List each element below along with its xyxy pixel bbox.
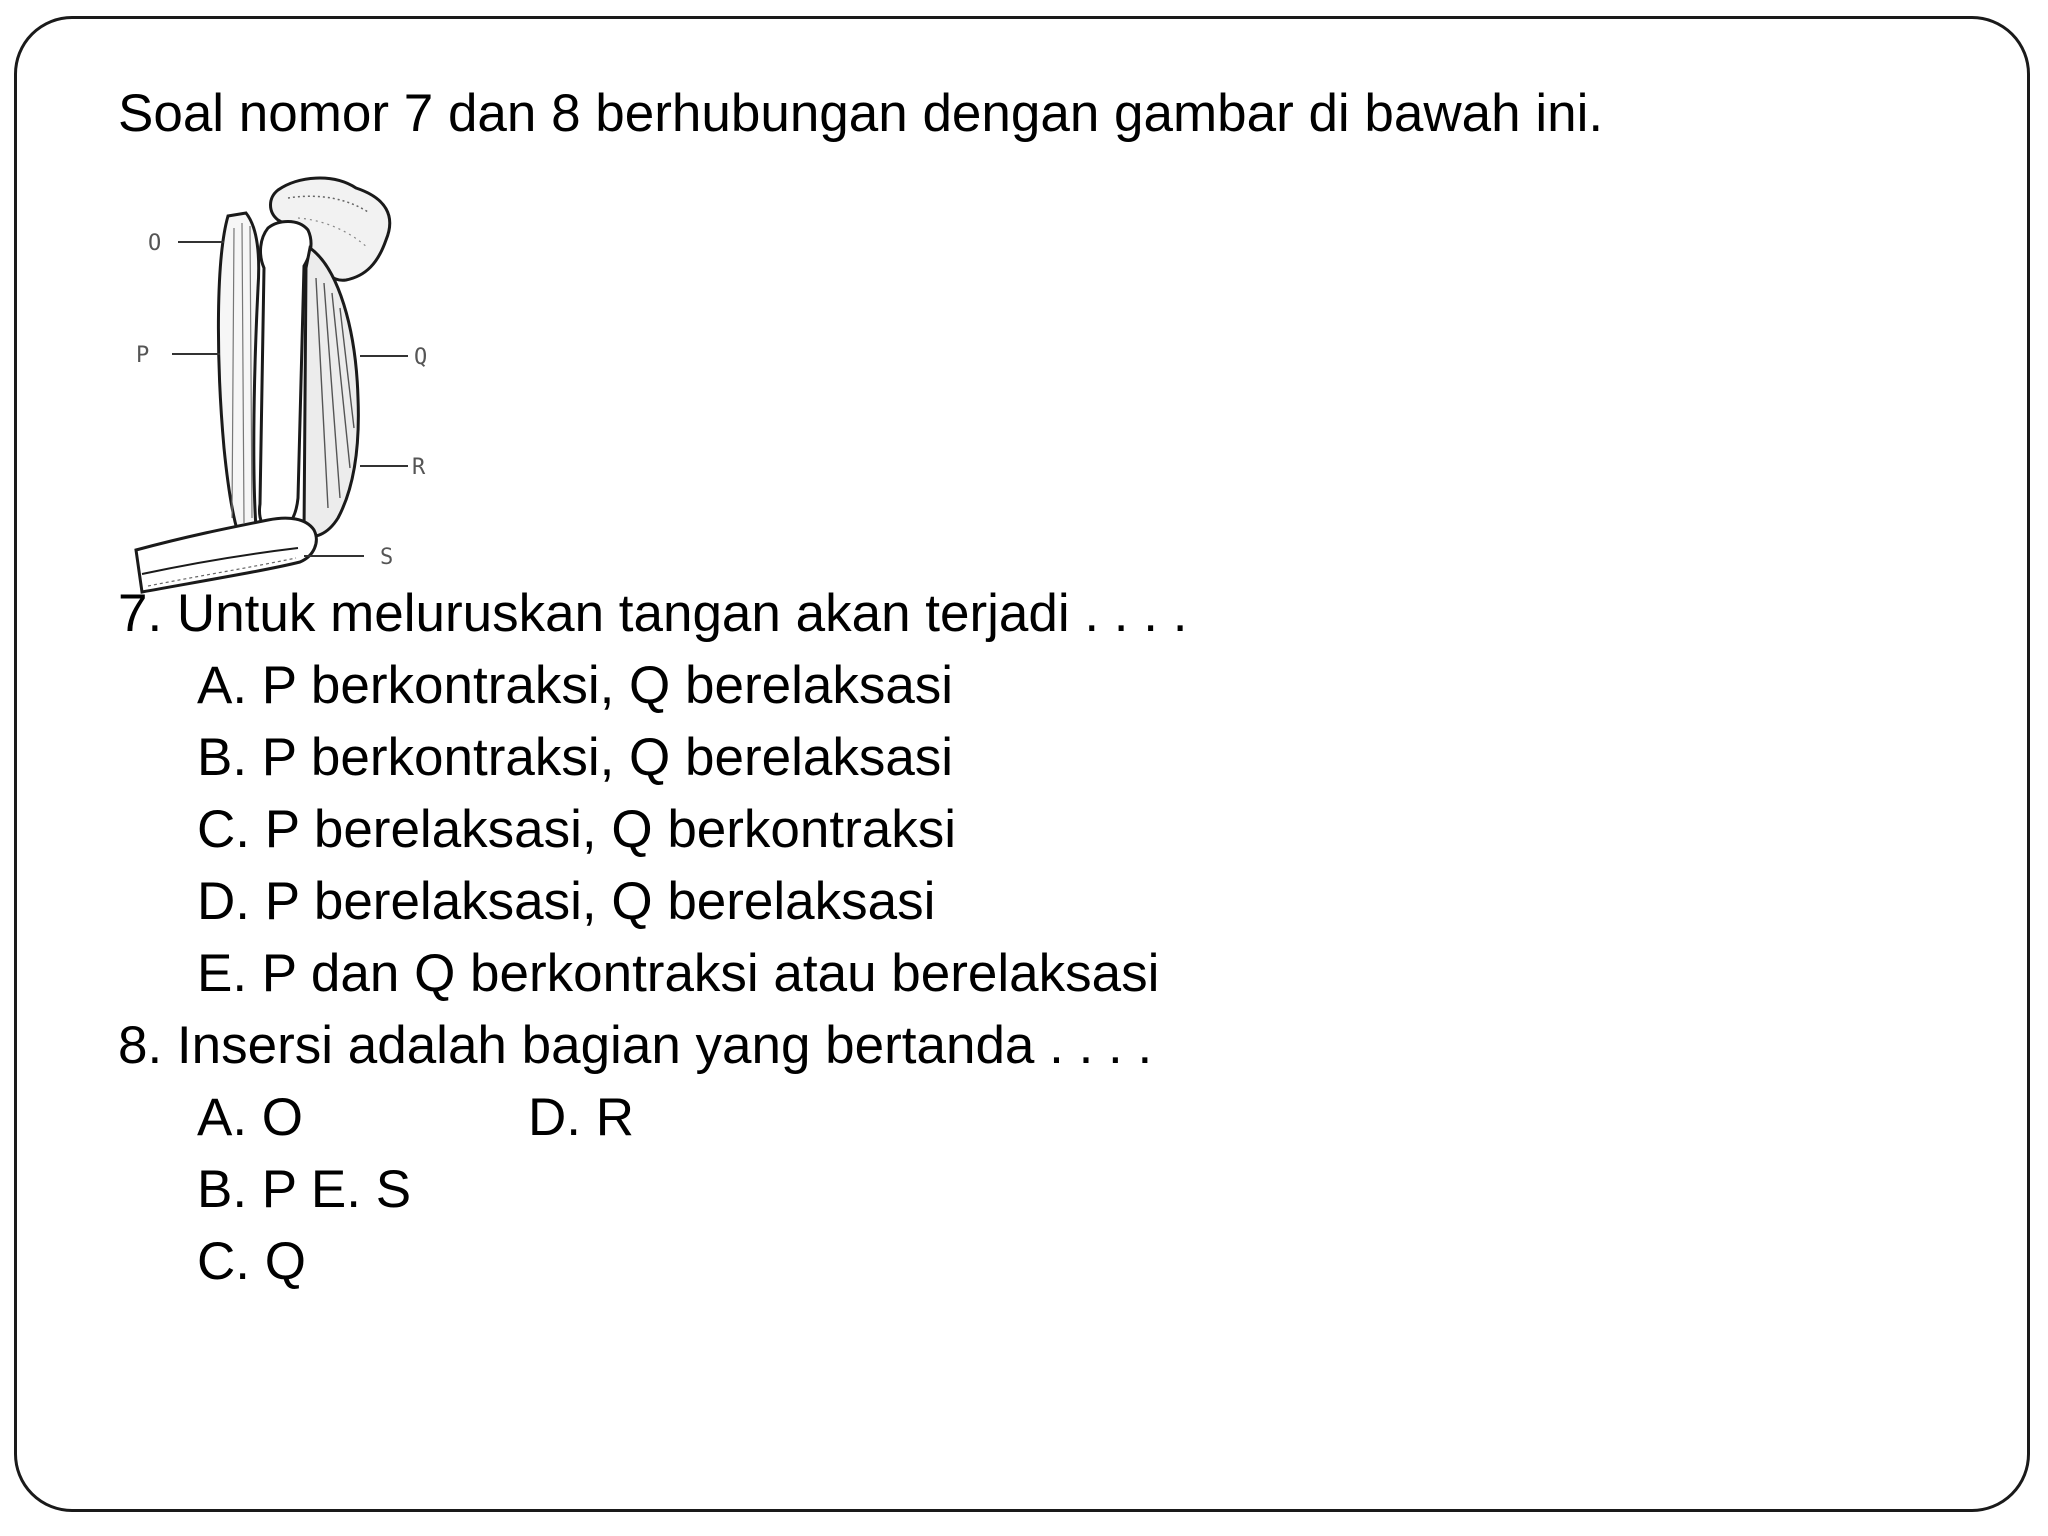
question-7-option-b: B. P berkontraksi, Q berelaksasi — [197, 728, 954, 787]
biceps-muscle-p — [218, 213, 258, 533]
question-8-option-d: D. R — [528, 1088, 634, 1147]
question-7-option-e: E. P dan Q berkontraksi atau berelaksasi — [197, 944, 1160, 1003]
question-7: 7. Untuk meluruskan tangan akan terjadi . . . . — [118, 584, 1188, 643]
question-8: 8. Insersi adalah bagian yang bertanda . . . . — [118, 1016, 1153, 1075]
question-8-option-b-e: B. P E. S — [197, 1160, 412, 1219]
figure-label-q: Q — [414, 345, 428, 370]
question-7-option-a: A. P berkontraksi, Q berelaksasi — [197, 656, 954, 715]
question-7-option-c: C. P berelaksasi, Q berkontraksi — [197, 800, 957, 859]
question-8-option-a: A. O — [197, 1088, 304, 1147]
question-7-option-d: D. P berelaksasi, Q berelaksasi — [197, 872, 936, 931]
figure-label-s: S — [380, 545, 394, 570]
slide-heading: Soal nomor 7 dan 8 berhubungan dengan gambar di bawah ini. — [118, 84, 1604, 143]
figure-label-o: O — [148, 231, 162, 256]
figure-label-r: R — [412, 455, 426, 480]
figure-label-p: P — [136, 343, 150, 368]
question-8-option-c: C. Q — [197, 1232, 306, 1291]
forearm-bones — [136, 518, 316, 592]
arm-muscle-figure — [128, 168, 448, 598]
